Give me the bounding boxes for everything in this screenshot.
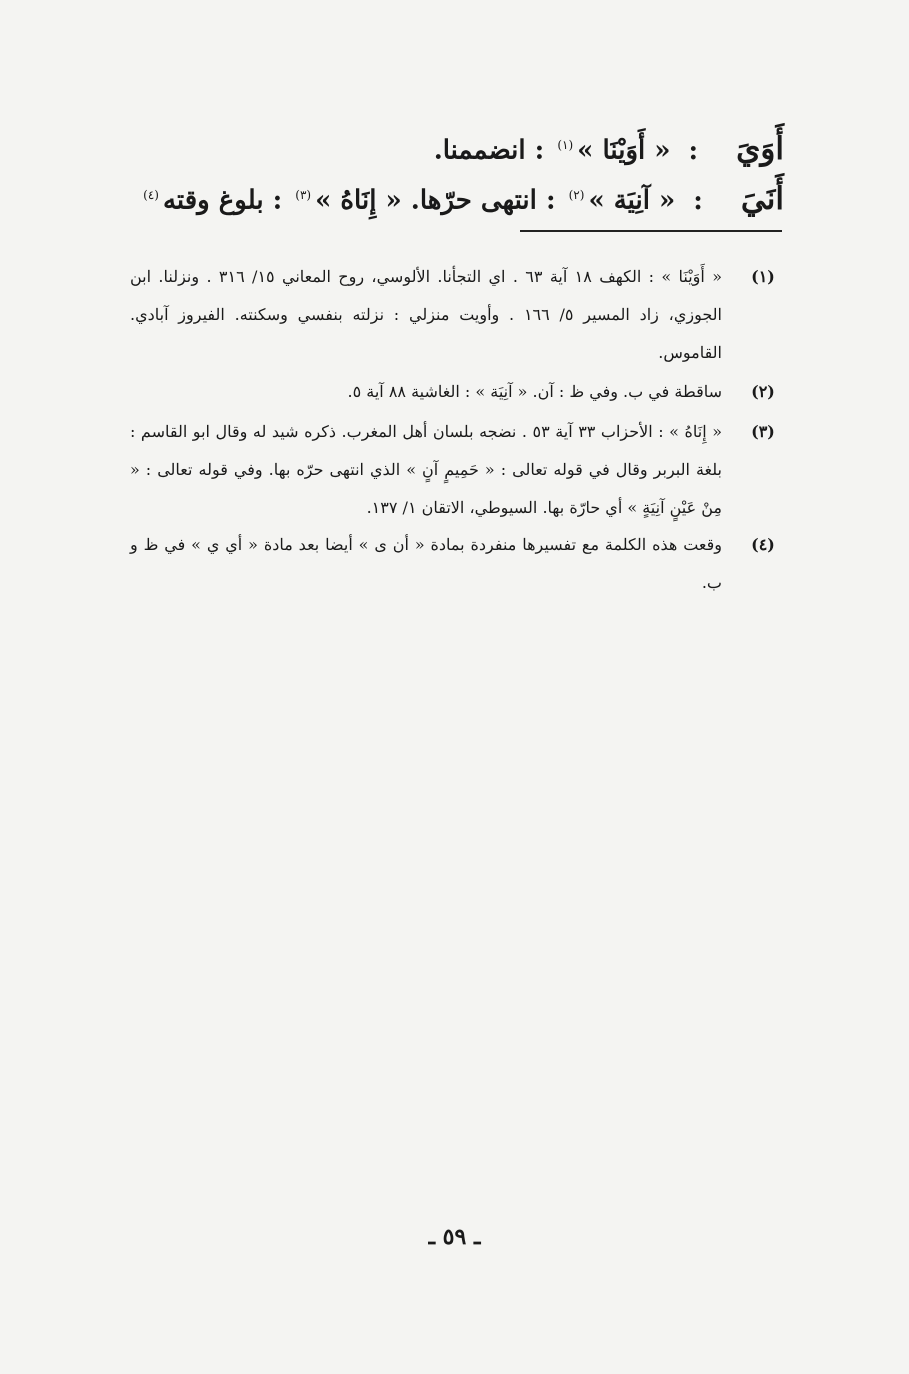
footnote-number: (٢) <box>751 382 775 401</box>
entry-definition: : انضممنا. <box>433 135 545 166</box>
quran-word-2: « إِنَاهُ » <box>315 185 402 216</box>
dictionary-entry-ana: أَنَيَ:« آنِيَة »$^{(٢)}$ : انتهى حرّها. « إِنَاهُ »$^{(٣)}$ : بلوغ وقته$^{(٤)}$ <box>143 180 784 217</box>
footnote-1 <box>130 258 784 372</box>
footnote-number: (٤) <box>751 535 775 554</box>
footnote-text: ساقطة في ب. وفي ظ : آن. « آنِيَة » : الغاشية ٨٨ آية ٥. <box>347 382 722 401</box>
footnote-4 <box>130 526 784 602</box>
footnote-divider <box>520 230 782 232</box>
footnote-ref: (٢) <box>568 188 585 202</box>
footnote-text: وقعت هذه الكلمة مع تفسيرها منفردة بمادة « أن ى » أيضا بعد مادة « أي ي » في ظ و ب. <box>130 535 722 592</box>
quran-word: « أَوَيْنَا » <box>577 135 671 166</box>
footnote-text: « إِنَاهُ » : الأحزاب ٣٣ آية ٥٣ . نضجه بلسان أهل المغرب. ذكره شيد له وقال ابو القاسم : بلغة البربر وقال في قوله تعالى : « حَمِيمٍ آنٍ » الذي انتهى حرّه بها. وفي قوله تعالى : « مِنْ عَيْنٍ آنِيَةٍ » أي حارّة بها. السيوطي، الاتقان ١/ ١٣٧. <box>130 422 722 517</box>
footnote-ref: (٣) <box>295 188 312 202</box>
footnote-number: (١) <box>751 267 775 286</box>
footnote-ref: (١) <box>557 138 574 152</box>
quran-word: « آنِيَة » <box>588 185 676 216</box>
footnote-2 <box>130 373 784 411</box>
footnote-text: « أَوَيْنَا » : الكهف ١٨ آية ٦٣ . اي التجأنا. الألوسي، روح المعاني ١٥/ ٣١٦ . ونزلنا. ابن الجوزي، زاد المسير ٥/ ١٦٦ . وأويت منزلي : نزلته بنفسي وسكنته. الفيروز آبادي. القاموس. <box>130 267 723 362</box>
footnote-ref: (٤) <box>143 188 159 202</box>
entry-headword: أَنَيَ <box>740 180 784 217</box>
entry-headword: أَوَيَ <box>736 130 784 167</box>
footnote-number: (٣) <box>751 422 775 441</box>
page-number: ـ ٥٩ ـ <box>428 1224 481 1250</box>
dictionary-entry-awa: أَوَيَ:« أَوَيْنَا »$^{(١)}$ : انضممنا. <box>433 130 784 167</box>
footnote-3 <box>130 413 784 527</box>
entry-definition: : انتهى حرّها. <box>410 185 556 216</box>
entry-definition-2: : بلوغ وقته <box>162 185 283 216</box>
